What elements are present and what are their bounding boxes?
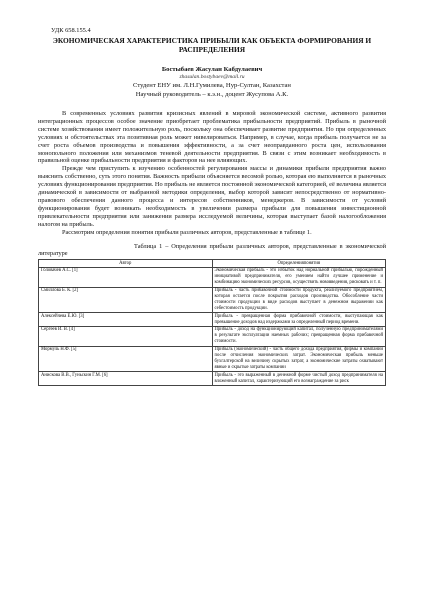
paragraph-1: В современных условиях развития кризисных явлений в мировой экономической системе, активного развития интеграционных процессов особое значение приобретает проблематика прибыльности предприятий. Прибыль в рыночной системе хозяйствования имеет положительную роль, поскольку она обеспечивает развитие предприятия. Но при определенных условиях и обстоятельствах эта позитивная роль может нивелироваться. Например, в случае, когда прибыль получается не за счет роста объемов производства и повышения эффективности, а за счет неоправданного роста цен, использования монопольного положения или механизмов теневой деятельности предприятия. В связи с этим возникает необходимость в правильной оценке прибыльности предприятия и факторов на нее влияющих. bbox=[38, 110, 386, 165]
author-affiliation: Студент ЕНУ им. Л.Н.Гумилева, Нур-Султан, Казахстан bbox=[133, 82, 291, 89]
author-cell: Смиллова Б. К. [2] bbox=[39, 287, 213, 313]
table-row bbox=[39, 313, 386, 327]
author-email[interactable]: zhasulan.bostybaev@mail.ru bbox=[179, 74, 245, 80]
definition-cell: Прибыль - доход на функционирующий капитал, полученную предпринимателями в результате эксплуатации наемных рабочих; превращенная форма прибавочной стоимости. bbox=[212, 326, 386, 346]
article-title: ЭКОНОМИЧЕСКАЯ ХАРАКТЕРИСТИКА ПРИБЫЛИ КАК ОБЪЕКТА ФОРМИРОВАНИЯ И РАСПРЕДЕЛЕНИЯ bbox=[52, 36, 372, 54]
author-cell: Алексейчева Е.Ю. [3] bbox=[39, 313, 213, 327]
table-row bbox=[39, 372, 386, 386]
definition-cell: Прибыль - превращенная форма прибавочной стоимости, выступающая как превышение доходов над издержками за определенный период времени. bbox=[212, 313, 386, 327]
author-cell: Анискова В.В., Гуньскин Г.М. [6] bbox=[39, 372, 213, 386]
table-row bbox=[39, 287, 386, 313]
scientific-advisor: Научный руководитель – к.э.н., доцент Жусупова А.К. bbox=[135, 91, 289, 98]
author-cell: Сергеев И. В. [4] bbox=[39, 326, 213, 346]
definitions-table bbox=[38, 259, 386, 386]
definition-cell: Прибыль - это выраженный в денежной форме чистый доход предпринимателя на вложенный капитал, характеризующий его вознаграждение за риск bbox=[212, 372, 386, 386]
author-name: Бостыбаев Жасулан Кабдулаевич bbox=[161, 66, 263, 73]
paragraph-3: Рассмотрим определения понятия прибыли различных авторов, представленные в таблице 1. bbox=[62, 228, 312, 236]
udc-code: УДК 658.155.4 bbox=[51, 27, 91, 34]
paragraph-2: Прежде чем приступить к изучению особенностей регулирования массы и динамики прибыли предприятия важно выяснить собственно, суть этого понятия. Важность прибыли объясняется весомой ролью, которая ею выполняется в рыночных условиях функционирования предприятия. Но прибыль не является постоянной экономической категорией, её величина является динамической в зависимости от выбранной методики определения, выбор которой зависит непосредственно от нормативно-правового обеспечения данного процесса и интересов собственников, менеджеров. В зависимости от условий функционирования будет возникать необходимость в увеличении размера прибыли для повышения инвестиционной привлекательности предприятия или занижении размера исследуемой величины, которая выступает базой налогообложения налогом на прибыль. bbox=[38, 165, 386, 228]
definition-cell: Прибыль (экономический) - часть общего дохода предприятия, фирмы и компании после отчисления экономических затрат. Экономическая прибыль меньше бухгалтерской на величину скрытых затрат, а экономические затраты охватывают явные и скрытые затраты компании bbox=[212, 346, 386, 372]
table-caption: Таблица 1 – Определения прибыли различных авторов, представленные в экономической литературе bbox=[38, 242, 386, 258]
definition-cell: Экономическая прибыль - это избыток над нормальной прибылью, порожденный инициативой предпринимателя, его умением найти лучшее применение и комбинацию экономических ресурсов, осуществить нововведения, рисковать и т. п. bbox=[212, 267, 386, 287]
author-cell: Мормуль Н.Ф. [5] bbox=[39, 346, 213, 372]
table-row bbox=[39, 267, 386, 287]
author-cell: Головачев А.С. [1] bbox=[39, 267, 213, 287]
column-header-author: Автор bbox=[39, 260, 213, 268]
table-row bbox=[39, 346, 386, 372]
table-header-row bbox=[39, 260, 386, 268]
definition-cell: Прибыль - часть прибавочной стоимости продукта, реализуемого предприятием, которая остается после покрытия расходов производства. Обособление части стоимости продукции в виде расходов выступает в денежном выражении как себестоимость продукции. bbox=[212, 287, 386, 313]
column-header-definition: Определенияпонятия bbox=[212, 260, 386, 268]
table-row bbox=[39, 326, 386, 346]
